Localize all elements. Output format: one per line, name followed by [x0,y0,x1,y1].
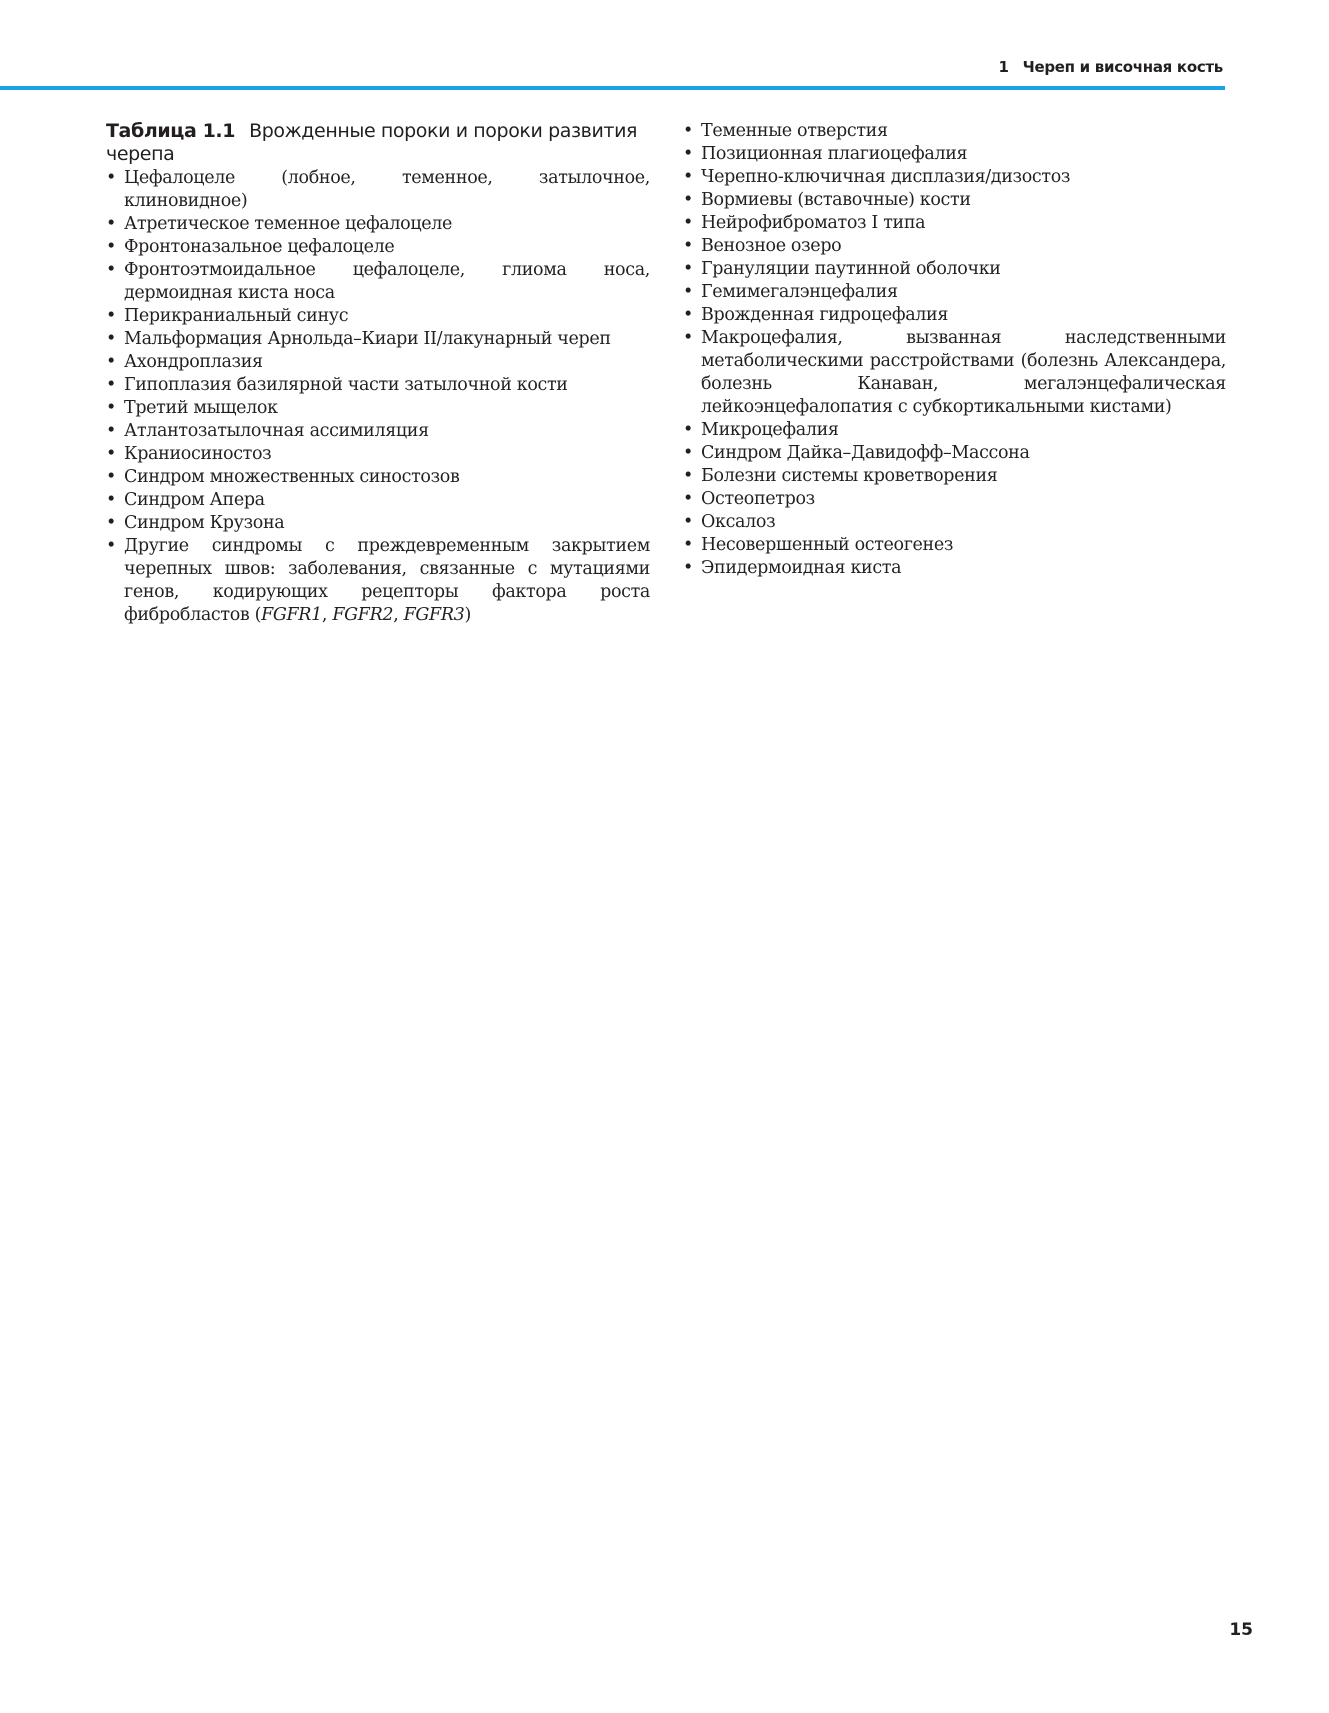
table-title: Врожденные пороки и пороки развития черепа [106,120,638,165]
list-item: • Макроцефалия, вызванная наследственными метаболическими расстройствами (болезнь Александера, болезнь Канаван, мегалэнцефалическая лейкоэнцефалопатия с субкортикальными кистами) [683,327,1226,419]
list-item: • Венозное озеро [683,235,1226,258]
right-item-list [683,120,1226,580]
left-item-list [106,167,650,627]
chapter-title: Череп и височная кость [1022,58,1223,76]
list-item: • Мальформация Арнольда–Киари II/лакунарный череп [106,328,650,351]
list-item: • Цефалоцеле (лобное, теменное, затылочное, клиновидное) [106,167,650,213]
list-item: • Перикраниальный синус [106,305,650,328]
list-item: • Остеопетроз [683,488,1226,511]
list-item: • Третий мыщелок [106,397,650,420]
list-item: • Несовершенный остеогенез [683,534,1226,557]
list-item: • Синдром Апера [106,489,650,512]
header-rule [0,86,1225,90]
list-item: • Болезни системы кроветворения [683,465,1226,488]
gene-fgfr1: FGFR1 [261,605,322,625]
list-item: • Фронтоназальное цефалоцеле [106,236,650,259]
table-caption [106,120,650,166]
list-item: • Синдром множественных синостозов [106,466,650,489]
list-item: • Синдром Дайка–Давидофф–Массона [683,442,1226,465]
list-item: • Фронтоэтмоидальное цефалоцеле, глиома носа, дермоидная киста носа [106,259,650,305]
list-item: • Черепно-ключичная дисплазия/дизостоз [683,166,1226,189]
list-item: • Краниосиностоз [106,443,650,466]
list-item: • Нейрофиброматоз I типа [683,212,1226,235]
list-item-fgfr-syndromes: • Другие синдромы с преждевременным закрытием черепных швов: заболевания, связанные с мутациями генов, кодирующих рецепторы фактора роста фибробластов (FGFR1, FGFR2, FGFR3) [106,535,650,627]
gene-fgfr3: FGFR3 [403,605,465,625]
list-item: • Ахондроплазия [106,351,650,374]
list-item: • Атретическое теменное цефалоцеле [106,213,650,236]
list-item: • Синдром Крузона [106,512,650,535]
right-column [683,120,1226,580]
list-item: • Гипоплазия базилярной части затылочной кости [106,374,650,397]
list-item: • Вормиевы (вставочные) кости [683,189,1226,212]
gene-fgfr2: FGFR2 [332,605,394,625]
table-number: Таблица 1.1 [106,120,236,142]
list-item: • Грануляции паутинной оболочки [683,258,1226,281]
list-item: • Гемимегалэнцефалия [683,281,1226,304]
list-item: • Оксалоз [683,511,1226,534]
list-item: • Эпидермоидная киста [683,557,1226,580]
running-head [999,58,1223,76]
page-number: 15 [1229,1620,1253,1640]
list-item: • Позиционная плагиоцефалия [683,143,1226,166]
list-item: • Микроцефалия [683,419,1226,442]
chapter-number: 1 [998,58,1009,76]
list-item: • Атлантозатылочная ассимиляция [106,420,650,443]
left-column [106,120,650,627]
list-item: • Теменные отверстия [683,120,1226,143]
list-item: • Врожденная гидроцефалия [683,304,1226,327]
